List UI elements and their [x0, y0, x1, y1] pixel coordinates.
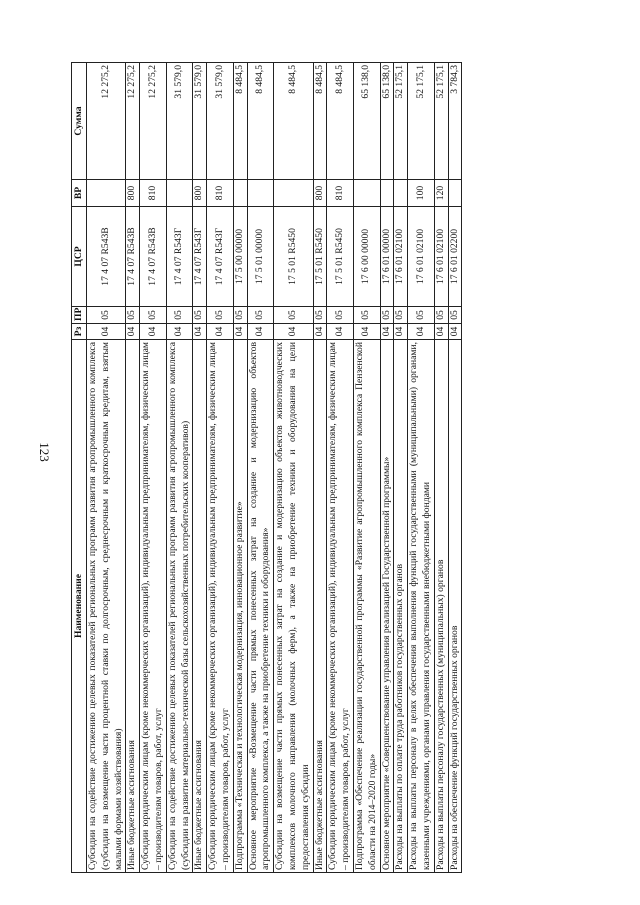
cell-rz: 04	[274, 324, 313, 340]
cell-sum: 12 275,2	[140, 63, 167, 180]
cell-rz: 04	[380, 324, 394, 340]
cell-rz: 04	[233, 324, 247, 340]
cell-pr: 05	[207, 307, 234, 324]
cell-csr: 17 4 07 R543B	[126, 207, 140, 307]
cell-rz: 04	[166, 324, 193, 340]
cell-sum: 65 138,0	[353, 63, 380, 180]
cell-vr: 810	[207, 180, 234, 207]
cell-vr	[448, 180, 462, 207]
cell-sum: 12 275,2	[126, 63, 140, 180]
cell-csr: 17 4 07 R543Г	[207, 207, 234, 307]
table-row	[193, 63, 207, 873]
header-rz: Рз	[72, 324, 87, 340]
cell-name: Основное мероприятие «Возмещение части прямых понесенных затрат на создание и модернизацию объектов агропромышленного комплекса, а также на приобретение техники и оборудования»	[247, 340, 274, 873]
cell-csr: 17 5 01 R5450	[327, 207, 354, 307]
cell-rz: 04	[126, 324, 140, 340]
cell-csr: 17 6 01 02200	[448, 207, 462, 307]
cell-csr: 17 6 01 02100	[408, 207, 435, 307]
cell-csr: 17 4 07 R543B	[87, 207, 126, 307]
cell-csr: 17 4 07 R543Г	[193, 207, 207, 307]
cell-pr: 05	[394, 307, 408, 324]
cell-sum: 8 484,5	[247, 63, 274, 180]
table-row	[166, 63, 193, 873]
cell-vr	[247, 180, 274, 207]
table-row	[353, 63, 380, 873]
cell-name: Иные бюджетные ассигнования	[126, 340, 140, 873]
cell-name: Субсидии на содействие достижению целевых показателей региональных программ развития агропромышленного комплекса (субсидии на развитие материально-технической базы сельскохозяйственных потребительских кооперативов)	[166, 340, 193, 873]
cell-sum: 31 579,0	[166, 63, 193, 180]
cell-rz: 04	[247, 324, 274, 340]
cell-sum: 52 175,1	[394, 63, 408, 180]
cell-name: Субсидии на возмещение части прямых понесенных затрат на создание и модернизацию объектов животноводческих комплексов молочного направления (молочных ферм), а также на приобретение техники и оборудования на цели предоставления субсидии	[274, 340, 313, 873]
table-row	[434, 63, 448, 873]
cell-rz: 04	[408, 324, 435, 340]
cell-csr: 17 5 01 00000	[247, 207, 274, 307]
cell-vr	[233, 180, 247, 207]
cell-rz: 04	[313, 324, 327, 340]
cell-pr: 05	[193, 307, 207, 324]
cell-sum: 52 175,1	[408, 63, 435, 180]
table-row	[207, 63, 234, 873]
cell-sum: 31 579,0	[207, 63, 234, 180]
table-row	[247, 63, 274, 873]
rotated-page-content	[71, 63, 576, 873]
table-row	[126, 63, 140, 873]
table-row	[274, 63, 313, 873]
table-row	[313, 63, 327, 873]
table-row	[327, 63, 354, 873]
cell-sum: 8 484,5	[313, 63, 327, 180]
cell-name: Субсидии на содействие достижению целевых показателей региональных программ развития агропромышленного комплекса (субсидии на возмещение части процентной ставки по долгосрочным, среднесрочным и краткосрочным кредитам, взятым малыми формами хозяйствования)	[87, 340, 126, 873]
table-row	[233, 63, 247, 873]
cell-rz: 04	[353, 324, 380, 340]
table-row	[87, 63, 126, 873]
budget-table	[71, 62, 462, 873]
header-sum: Сумма	[72, 63, 87, 180]
cell-pr: 05	[126, 307, 140, 324]
header-vr: ВР	[72, 180, 87, 207]
table-header-row	[72, 63, 87, 873]
cell-csr: 17 4 07 R543B	[140, 207, 167, 307]
table-row	[448, 63, 462, 873]
cell-name: Субсидии юридическим лицам (кроме некоммерческих организаций), индивидуальным предпринимателям, физическим лицам – производителям товаров, работ, услуг	[327, 340, 354, 873]
cell-pr: 05	[313, 307, 327, 324]
cell-name: Иные бюджетные ассигнования	[193, 340, 207, 873]
cell-pr: 05	[448, 307, 462, 324]
cell-pr: 05	[380, 307, 394, 324]
cell-sum: 52 175,1	[434, 63, 448, 180]
cell-rz: 04	[448, 324, 462, 340]
cell-name: Субсидии юридическим лицам (кроме некоммерческих организаций), индивидуальным предпринимателям, физическим лицам – производителям товаров, работ, услуг	[207, 340, 234, 873]
cell-csr: 17 4 07 R543Г	[166, 207, 193, 307]
cell-rz: 04	[87, 324, 126, 340]
cell-csr: 17 5 01 R5450	[274, 207, 313, 307]
cell-vr	[274, 180, 313, 207]
cell-name: Подпрограмма «Техническая и технологическая модернизация, инновационное развитие»	[233, 340, 247, 873]
cell-vr: 810	[327, 180, 354, 207]
cell-name: Расходы на выплаты по оплате труда работников государственных органов	[394, 340, 408, 873]
cell-csr: 17 6 01 00000	[380, 207, 394, 307]
cell-vr	[353, 180, 380, 207]
page-number: 123	[37, 442, 52, 462]
cell-pr: 05	[233, 307, 247, 324]
cell-name: Расходы на выплаты персоналу государственных (муниципальных) органов	[434, 340, 448, 873]
cell-sum: 8 484,5	[233, 63, 247, 180]
cell-rz: 04	[394, 324, 408, 340]
table-row	[408, 63, 435, 873]
cell-sum: 8 484,5	[327, 63, 354, 180]
cell-sum: 12 275,2	[87, 63, 126, 180]
cell-pr: 05	[353, 307, 380, 324]
cell-name: Иные бюджетные ассигнования	[313, 340, 327, 873]
cell-pr: 05	[327, 307, 354, 324]
cell-sum: 31 579,0	[193, 63, 207, 180]
cell-pr: 05	[247, 307, 274, 324]
table-row	[140, 63, 167, 873]
cell-csr: 17 6 01 02100	[394, 207, 408, 307]
cell-csr: 17 6 01 02100	[434, 207, 448, 307]
cell-name: Субсидии юридическим лицам (кроме некоммерческих организаций), индивидуальным предпринимателям, физическим лицам – производителям товаров, работ, услуг	[140, 340, 167, 873]
cell-rz: 04	[193, 324, 207, 340]
cell-sum: 3 784,3	[448, 63, 462, 180]
cell-sum: 65 138,0	[380, 63, 394, 180]
cell-pr: 05	[434, 307, 448, 324]
cell-vr: 800	[193, 180, 207, 207]
cell-name: Основное мероприятие «Совершенствование управления реализацией Государственной программы»	[380, 340, 394, 873]
table-row	[394, 63, 408, 873]
cell-csr: 17 5 00 00000	[233, 207, 247, 307]
cell-rz: 04	[140, 324, 167, 340]
table-row	[380, 63, 394, 873]
cell-vr: 810	[140, 180, 167, 207]
cell-vr: 800	[126, 180, 140, 207]
cell-name: Расходы на обеспечение функций государственных органов	[448, 340, 462, 873]
cell-vr	[166, 180, 193, 207]
cell-vr: 800	[313, 180, 327, 207]
cell-csr: 17 6 00 00000	[353, 207, 380, 307]
header-pr: ПР	[72, 307, 87, 324]
cell-pr: 05	[166, 307, 193, 324]
cell-pr: 05	[408, 307, 435, 324]
cell-name: Подпрограмма «Обеспечение реализации государственной программы «Развитие агропромышленного комплекса Пензенской области на 2014–2020 годы»	[353, 340, 380, 873]
cell-rz: 04	[327, 324, 354, 340]
cell-vr	[394, 180, 408, 207]
header-name: Наименование	[72, 340, 87, 873]
cell-rz: 04	[207, 324, 234, 340]
header-csr: ЦСР	[72, 207, 87, 307]
cell-csr: 17 5 01 R5450	[313, 207, 327, 307]
cell-name: Расходы на выплаты персоналу в целях обеспечения выполнения функций государственными (муниципальными) органами, казенными учреждениями, органами управления государственными внебюджетными фондами	[408, 340, 435, 873]
cell-vr	[87, 180, 126, 207]
cell-vr: 120	[434, 180, 448, 207]
cell-rz: 04	[434, 324, 448, 340]
cell-pr: 05	[87, 307, 126, 324]
cell-pr: 05	[274, 307, 313, 324]
cell-pr: 05	[140, 307, 167, 324]
cell-vr	[380, 180, 394, 207]
cell-sum: 8 484,5	[274, 63, 313, 180]
cell-vr: 100	[408, 180, 435, 207]
